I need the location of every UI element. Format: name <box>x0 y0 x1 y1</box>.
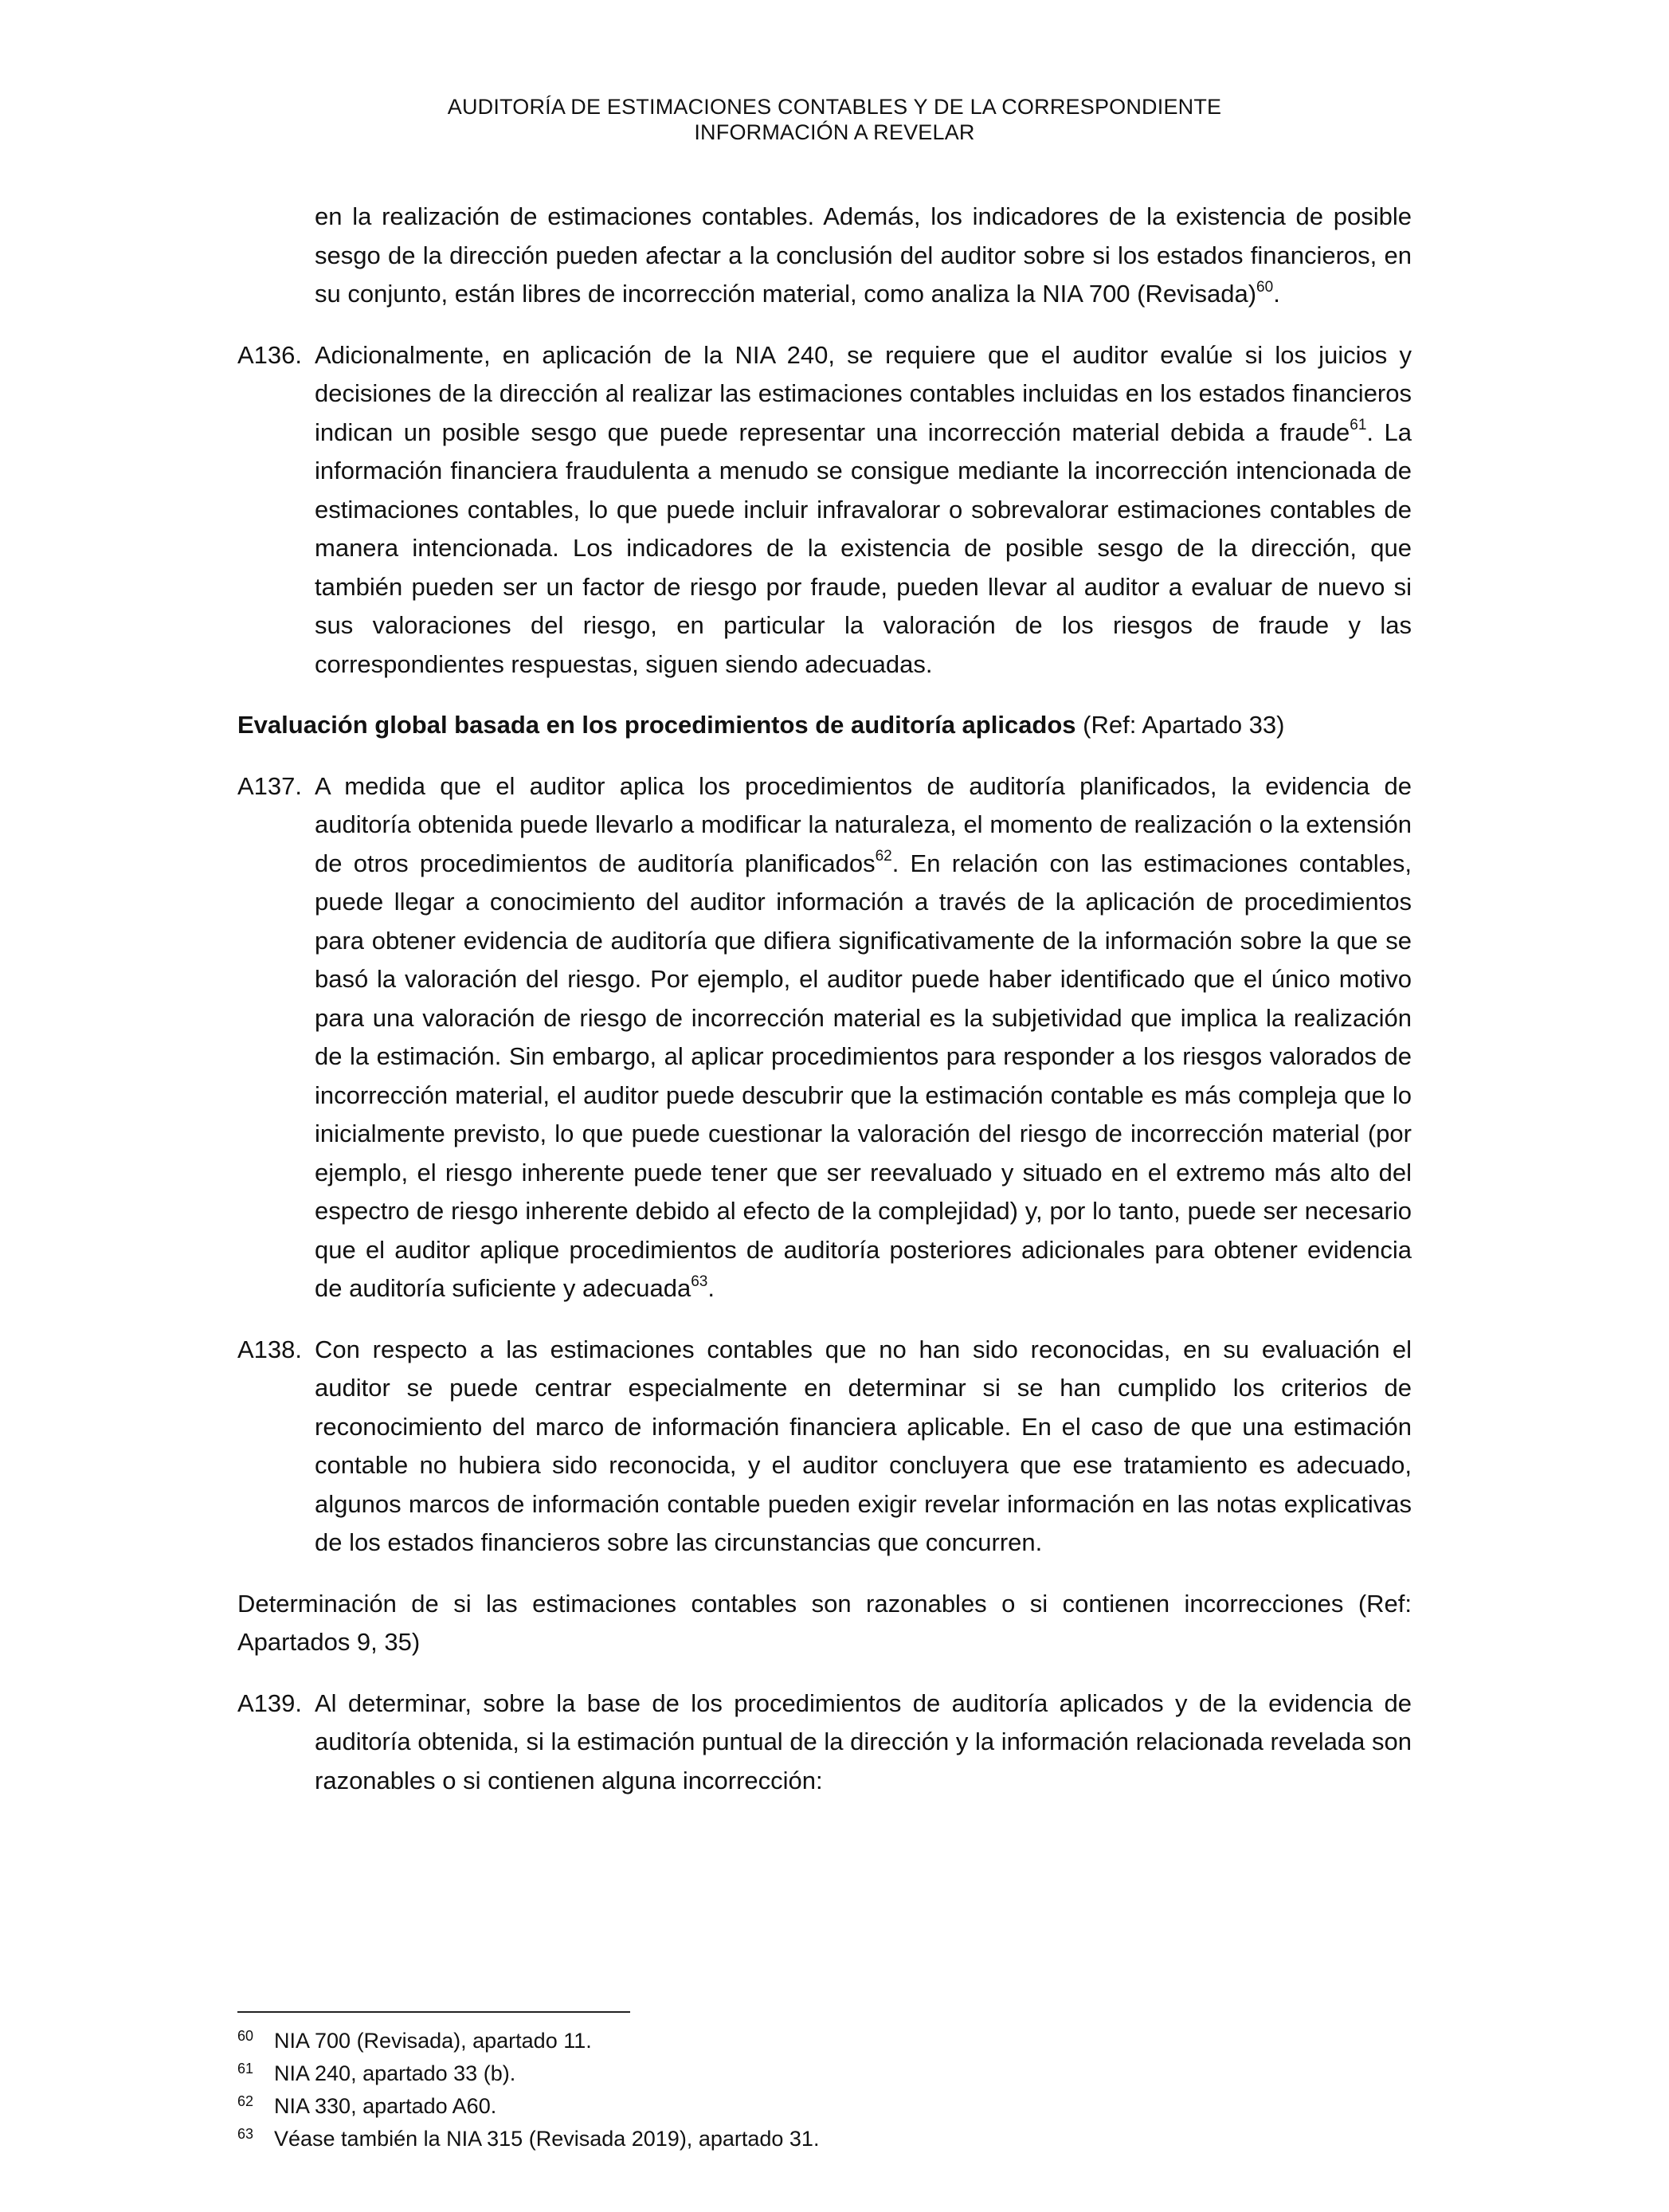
footnote-62 <box>237 2090 1412 2123</box>
paragraph-text: en la realización de estimaciones contables. Además, los indicadores de la existencia de posible sesgo de la dirección pueden afectar a la conclusión del auditor sobre si los estados financieros, en su conjunto, están libres de incorrección material, como analiza la NIA 700 (Revisada) <box>315 202 1412 308</box>
footnote-separator <box>237 2011 630 2013</box>
paragraph-continuation: en la realización de estimaciones contables. Además, los indicadores de la existencia de posible sesgo de la dirección pueden afectar a la conclusión del auditor sobre si los estados financieros, en su conjunto, están libres de incorrección material, como analiza la NIA 700 (Revisada)$^{60}$. <box>315 202 1412 308</box>
paragraph-text: A medida que el auditor aplica los procedimientos de auditoría planificados, la evidencia de auditoría obtenida puede llevarlo a modificar la naturaleza, el momento de realización o la extensión de otros procedimientos de auditoría planificados <box>315 771 1412 877</box>
footnote-mark: 61 <box>237 2061 254 2077</box>
footnote-text: NIA 330, apartado A60. <box>274 2094 497 2118</box>
paragraph-text: Al determinar, sobre la base de los procedimientos de auditoría aplicados y de la evidencia de auditoría obtenida, si la estimación puntual de la dirección y la información relacionada revelada son razonables o si contienen alguna incorrección: <box>315 1688 1412 1794</box>
paragraph-number: A136. <box>237 340 303 369</box>
footnote-61 <box>237 2057 1412 2090</box>
footnote-mark: 62 <box>237 2093 254 2109</box>
footnote-60 <box>237 2025 1412 2057</box>
section-heading-determinacion: Determinación de si las estimaciones contables son razonables o si contienen incorrecciones (Ref: Apartados 9, 35) <box>237 1589 1412 1656</box>
footnote-63 <box>237 2123 1412 2155</box>
paragraph-number: A139. <box>237 1688 303 1717</box>
footnote-text: Véase también la NIA 315 (Revisada 2019), apartado 31. <box>274 2127 820 2151</box>
paragraph-number: A137. <box>237 771 303 800</box>
footnote-ref-63[interactable]: 63 <box>691 1273 708 1290</box>
footnote-mark: 63 <box>237 2126 254 2142</box>
footnote-text: NIA 240, apartado 33 (b). <box>274 2061 516 2085</box>
paragraph-text: . La información financiera fraudulenta a menudo se consigue mediante la incorrección intencionada de estimaciones contables, lo que puede incluir infravalorar o sobrevalorar estimaciones contables de manera intencionada. Los indicadores de la existencia de posible sesgo de la dirección, que también pueden ser un factor de riesgo por fraude, pueden llevar al auditor a evaluar de nuevo si sus valoraciones del riesgo, en particular la valoración de los riesgos de fraude y las correspondientes respuestas, siguen siendo adecuadas. <box>315 418 1412 678</box>
paragraph-a138 <box>237 1331 1412 1563</box>
paragraph-a136 <box>237 336 1412 684</box>
paragraph-text: Adicionalmente, en aplicación de la NIA 240, se requiere que el auditor evalúe si los juicios y decisiones de la dirección al realizar las estimaciones contables incluidas en los estados financieros indican un posible sesgo que puede representar una incorrección material debida a fraude <box>315 340 1412 446</box>
paragraph-text: Con respecto a las estimaciones contables que no han sido reconocidas, en su evaluación el auditor se puede centrar especialmente en determinar si se han cumplido los criterios de reconocimiento del marco de información financiera aplicable. En el caso de que una estimación contable no hubiera sido reconocida, y el auditor concluyera que ese tratamiento es adecuado, algunos marcos de información contable pueden exigir revelar información en las notas explicativas de los estados financieros sobre las circunstancias que concurren. <box>315 1335 1412 1556</box>
paragraph-text: . En relación con las estimaciones contables, puede llegar a conocimiento del auditor información a través de la aplicación de procedimientos para obtener evidencia de auditoría que difiera significativamente de la información sobre la que se basó la valoración del riesgo. Por ejemplo, el auditor puede haber identificado que el único motivo para una valoración de riesgo de incorrección material es la subjetividad que implica la realización de la estimación. Sin embargo, al aplicar procedimientos para responder a los riesgos valorados de incorrección material, el auditor puede descubrir que la estimación contable es más compleja que lo inicialmente previsto, lo que puede cuestionar la valoración del riesgo de incorrección material (por ejemplo, el riesgo inherente puede tener que ser reevaluado y situado en el extremo más alto del espectro de riesgo inherente debido al efecto de la complejidad) y, por lo tanto, puede ser necesario que el auditor aplique procedimientos de auditoría posteriores adicionales para obtener evidencia de auditoría suficiente y adecuada <box>315 849 1412 1302</box>
footnote-ref-61[interactable]: 61 <box>1350 417 1367 434</box>
header-line-1: AUDITORÍA DE ESTIMACIONES CONTABLES Y DE LA CORRESPONDIENTE <box>447 95 1222 119</box>
footnote-text: NIA 700 (Revisada), apartado 11. <box>274 2029 592 2053</box>
section-heading-title: Evaluación global basada en los procedimientos de auditoría aplicados <box>237 711 1076 739</box>
paragraph-number: A138. <box>237 1335 303 1363</box>
running-header <box>0 94 1669 145</box>
paragraph-a139 <box>237 1684 1412 1801</box>
body-content <box>237 198 1412 1822</box>
section-heading-ref: (Ref: Apartado 33) <box>1075 711 1285 739</box>
footnote-ref-62[interactable]: 62 <box>875 848 892 865</box>
footnote-mark: 60 <box>237 2028 254 2044</box>
header-line-2: INFORMACIÓN A REVELAR <box>694 120 975 144</box>
paragraph-a137: A137. A medida que el auditor aplica los procedimientos de auditoría planificados, la evidencia de auditoría obtenida puede llevarlo a modificar la naturaleza, el momento de realización o la extensión de otros procedimientos de auditoría planificados$^{62}$. En relación con las estimaciones contables, puede llegar a conocimiento del auditor información a través de la aplicación de procedimientos para obtener evidencia de auditoría que difiera significativamente de la información sobre la que se basó la valoración del riesgo. Por ejemplo, el auditor puede haber identificado que el único motivo para una valoración de riesgo de incorrección material es la subjetividad que implica la realización de la estimación. Sin embargo, al aplicar procedimientos para responder a los riesgos valorados de incorrección material, el auditor puede descubrir que la estimación contable es más compleja que lo inicialmente previsto, lo que puede cuestionar la valoración del riesgo de incorrección material (por ejemplo, el riesgo inherente puede tener que ser reevaluado y situado en el extremo más alto del espectro de riesgo inherente debido al efecto de la complejidad) y, por lo tanto, puede ser necesario que el auditor aplique procedimientos de auditoría posteriores adicionales para obtener evidencia de auditoría suficiente y adecuada$^{63}$. <box>237 767 1412 1308</box>
section-heading-evaluacion-global <box>237 706 1412 745</box>
footnotes <box>237 2025 1412 2155</box>
footnote-ref-60[interactable]: 60 <box>1256 278 1274 296</box>
